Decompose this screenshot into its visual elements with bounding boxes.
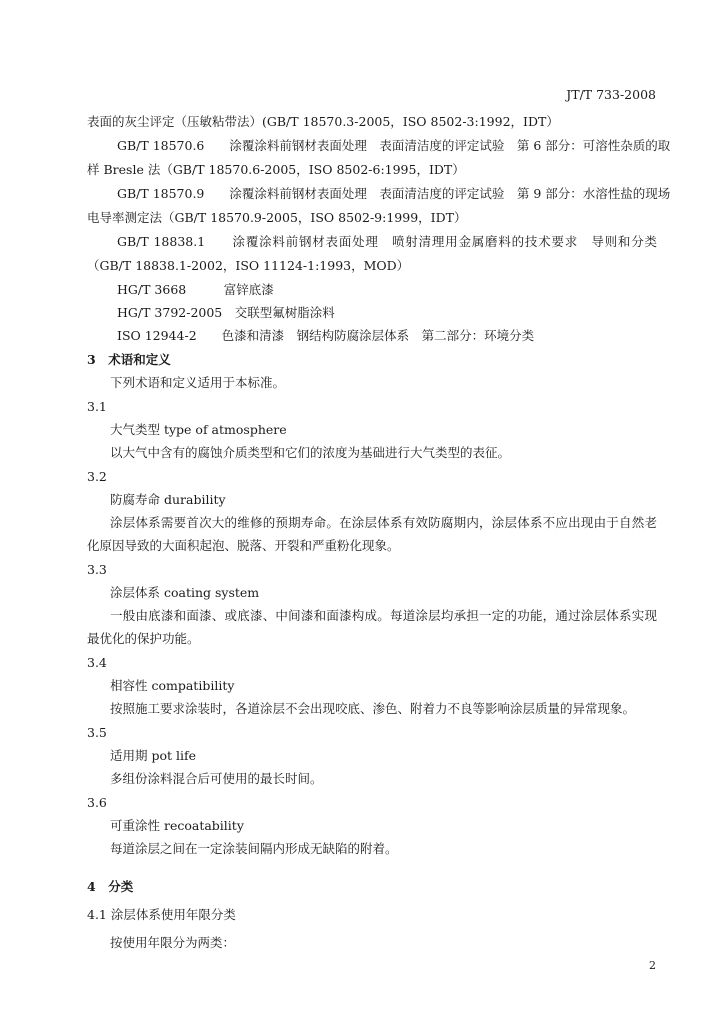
reference-line: HG/T 3668 富锌底漆 — [117, 282, 274, 297]
page-number: 2 — [649, 959, 656, 972]
reference-line: HG/T 3792-2005 交联型氟树脂涂料 — [117, 305, 335, 320]
term-title: 大气类型 type of atmosphere — [110, 422, 287, 437]
term-number: 3.3 — [87, 562, 107, 577]
term-definition: 按照施工要求涂装时，各道涂层不会出现咬底、渗色、附着力不良等影响涂层质量的异常现象。 — [110, 701, 636, 716]
term-number: 3.2 — [87, 469, 107, 484]
term-number: 3.5 — [87, 725, 107, 740]
reference-line: GB/T 18570.6 涂覆涂料前钢材表面处理 表面清洁度的评定试验 第 6 部分：可溶性杂质的取 — [117, 138, 671, 153]
reference-line: 电导率测定法（GB/T 18570.9-2005，ISO 8502-9:1999，IDT） — [87, 210, 467, 225]
term-number: 3.6 — [87, 795, 107, 810]
reference-line: （GB/T 18838.1-2002，ISO 11124-1:1993，MOD） — [87, 258, 410, 273]
standard-number: JT/T 733-2008 — [566, 87, 656, 102]
reference-line: ISO 12944-2 色漆和清漆 钢结构防腐涂层体系 第二部分：环境分类 — [117, 328, 535, 343]
reference-line: GB/T 18570.9 涂覆涂料前钢材表面处理 表面清洁度的评定试验 第 9 部分：水溶性盐的现场 — [117, 186, 671, 201]
reference-line: 样 Bresle 法（GB/T 18570.6-2005，ISO 8502-6:1995，IDT） — [87, 162, 465, 177]
term-definition: 一般由底漆和面漆、或底漆、中间漆和面漆构成。每道涂层均承担一定的功能，通过涂层体系实现 — [110, 608, 657, 623]
term-definition: 最优化的保护功能。 — [87, 631, 200, 646]
term-title: 可重涂性 recoatability — [110, 818, 244, 833]
term-definition: 化原因导致的大面积起泡、脱落、开裂和严重粉化现象。 — [87, 538, 400, 553]
term-definition: 以大气中含有的腐蚀介质类型和它们的浓度为基础进行大气类型的表征。 — [110, 445, 511, 460]
term-title: 涂层体系 coating system — [110, 585, 260, 600]
term-definition: 每道涂层之间在一定涂装间隔内形成无缺陷的附着。 — [110, 841, 398, 856]
section-intro: 下列术语和定义适用于本标准。 — [110, 375, 286, 390]
paragraph: 按使用年限分为两类： — [110, 935, 236, 950]
term-definition: 涂层体系需要首次大的维修的预期寿命。在涂层体系有效防腐期内，涂层体系不应出现由于自然老 — [110, 515, 657, 530]
term-number: 3.1 — [87, 399, 107, 414]
section-heading: 3 术语和定义 — [87, 352, 171, 367]
subsection-heading: 4.1 涂层体系使用年限分类 — [87, 907, 236, 922]
term-title: 相容性 compatibility — [110, 678, 235, 693]
term-title: 适用期 pot life — [110, 748, 197, 763]
reference-line: 表面的灰尘评定（压敏粘带法）(GB/T 18570.3-2005，ISO 8502-3:1992，IDT） — [87, 114, 559, 129]
section-heading: 4 分类 — [87, 879, 134, 894]
term-definition: 多组份涂料混合后可使用的最长时间。 — [110, 771, 323, 786]
term-title: 防腐寿命 durability — [110, 492, 226, 507]
term-number: 3.4 — [87, 655, 107, 670]
reference-line: GB/T 18838.1 涂覆涂料前钢材表面处理 喷射清理用金属磨料的技术要求 导则和分类 — [117, 234, 657, 249]
